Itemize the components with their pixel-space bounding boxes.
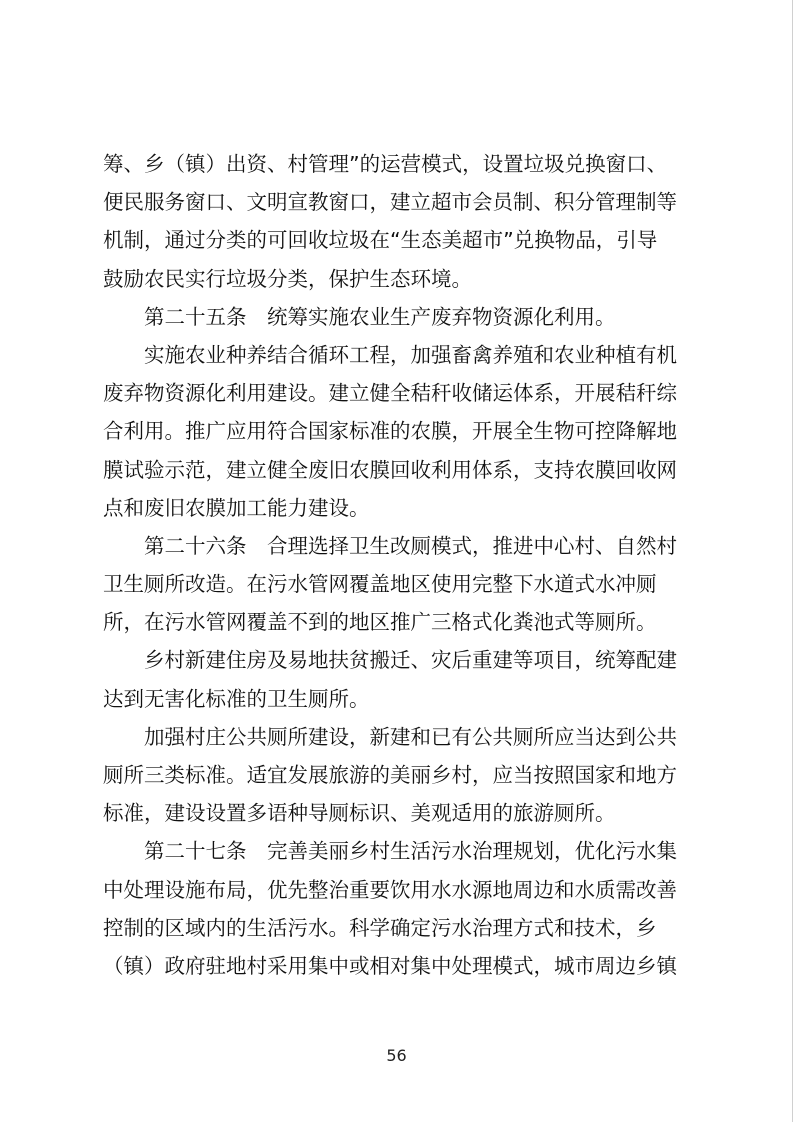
article-27-heading: 第二十七条 完善美丽乡村生活污水治理规划，优化污水集 bbox=[144, 839, 677, 864]
body-text bbox=[103, 145, 693, 985]
text-line: （镇）政府驻地村采用集中或相对集中处理模式，城市周边乡镇 bbox=[103, 953, 677, 978]
text-line: 达到无害化标准的卫生厕所。 bbox=[103, 686, 370, 711]
text-line: 厕所三类标准。适宜发展旅游的美丽乡村，应当按照国家和地方 bbox=[103, 763, 677, 787]
text-line: 乡村新建住房及易地扶贫搬迁、灾后重建等项目，统筹配建 bbox=[144, 648, 677, 673]
text-line: 便民服务窗口、文明宣教窗口，建立超市会员制、积分管理制等 bbox=[103, 190, 677, 215]
text-line: 合利用。推广应用符合国家标准的农膜，开展全生物可控降解地 bbox=[103, 419, 677, 444]
text-line: 实施农业种养结合循环工程，加强畜禽养殖和农业种植有机 bbox=[144, 342, 677, 367]
text-line: 点和废旧农膜加工能力建设。 bbox=[103, 495, 370, 520]
text-line: 中处理设施布局，优先整治重要饮用水水源地周边和水质需改善 bbox=[103, 877, 677, 902]
text-line: 加强村庄公共厕所建设，新建和已有公共厕所应当达到公共 bbox=[144, 724, 677, 749]
text-line: 废弃物资源化利用建设。建立健全秸秆收储运体系，开展秸秆综 bbox=[103, 381, 677, 406]
text-line: 标准，建设设置多语种导厕标识、美观适用的旅游厕所。 bbox=[103, 801, 616, 826]
text-line: 膜试验示范，建立健全废旧农膜回收利用体系，支持农膜回收网 bbox=[103, 457, 677, 482]
text-line: 控制的区域内的生活污水。科学确定污水治理方式和技术，乡 bbox=[103, 915, 657, 940]
page-number: 56 bbox=[386, 1046, 407, 1065]
text-line: 筹、乡（镇）出资、村管理”的运营模式，设置垃圾兑换窗口、 bbox=[103, 152, 668, 176]
text-line: 所，在污水管网覆盖不到的地区推广三格式化粪池式等厕所。 bbox=[103, 610, 657, 635]
text-line: 机制，通过分类的可回收垃圾在“生态美超市”兑换物品，引导 bbox=[103, 228, 658, 253]
article-25-heading: 第二十五条 统筹实施农业生产废弃物资源化利用。 bbox=[144, 304, 616, 329]
text-line: 卫生厕所改造。在污水管网覆盖地区使用完整下水道式水冲厕 bbox=[103, 572, 657, 597]
article-26-heading: 第二十六条 合理选择卫生改厕模式，推进中心村、自然村 bbox=[144, 533, 677, 558]
text-line: 鼓励农民实行垃圾分类，保护生态环境。 bbox=[103, 266, 472, 291]
